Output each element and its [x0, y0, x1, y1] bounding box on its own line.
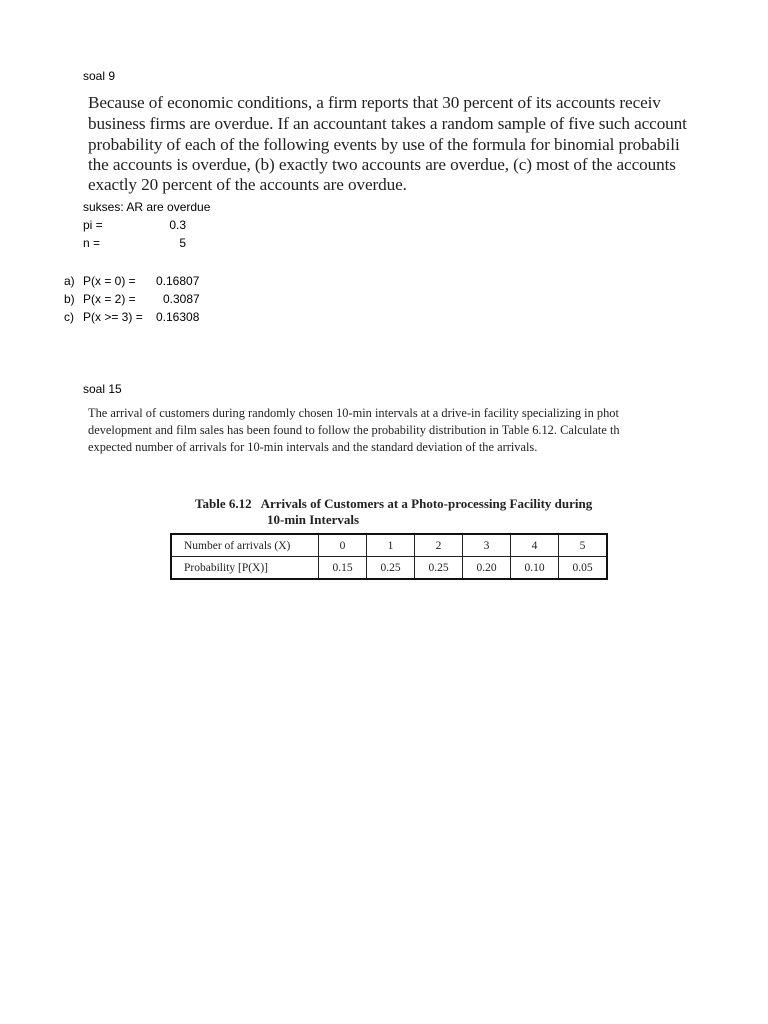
table-cell: 2 [415, 534, 463, 557]
param-pi-value: 0.3 [169, 218, 186, 232]
answer-b-marker: b) [64, 292, 75, 306]
table-row [171, 557, 607, 580]
answer-c-expr: P(x >= 3) = [83, 310, 143, 324]
answer-a-value: 0.16807 [156, 274, 200, 288]
soal9-problem-line-3: probability of each of the following events by use of the formula for binomial probabili [88, 135, 680, 154]
soal9-title: soal 9 [83, 69, 116, 83]
soal9-problem-line-4: the accounts is overdue, (b) exactly two accounts are overdue, (c) most of the accounts [88, 155, 676, 174]
soal9-problem-line-1: Because of economic conditions, a firm reports that 30 percent of its accounts receiv [88, 93, 661, 112]
table-cell: 0.25 [415, 557, 463, 580]
table-cell: 0 [319, 534, 367, 557]
table-cell: 0.25 [367, 557, 415, 580]
soal9-problem-line-2: business firms are overdue. If an accountant takes a random sample of five such account [88, 114, 687, 133]
table-cell: 5 [559, 534, 608, 557]
param-pi-label: pi = [83, 218, 103, 232]
arrivals-table [170, 533, 608, 580]
row-header-probability: Probability [P(X)] [171, 557, 319, 580]
soal15-title: soal 15 [83, 382, 122, 396]
table-cell: 0.05 [559, 557, 608, 580]
row-header-arrivals: Number of arrivals (X) [171, 534, 319, 557]
table-row [171, 534, 607, 557]
table-cell: 3 [463, 534, 511, 557]
answer-c-marker: c) [64, 310, 74, 324]
table-cell: 0.20 [463, 557, 511, 580]
answer-b-expr: P(x = 2) = [83, 292, 136, 306]
answer-a-expr: P(x = 0) = [83, 274, 136, 288]
answer-a-marker: a) [64, 274, 75, 288]
soal15-problem-line-3: expected number of arrivals for 10-min intervals and the standard deviation of the arrivals. [88, 440, 538, 454]
param-n-value: 5 [179, 236, 186, 250]
table-cell: 4 [511, 534, 559, 557]
answer-b-value: 0.3087 [163, 292, 200, 306]
table-caption-line-1: Table 6.12 Arrivals of Customers at a Photo-processing Facility during [195, 496, 593, 511]
soal9-problem-line-5: exactly 20 percent of the accounts are overdue. [88, 175, 407, 194]
soal15-problem-line-1: The arrival of customers during randomly chosen 10-min intervals at a drive-in facility specializing in phot [88, 406, 619, 420]
param-n-label: n = [83, 236, 101, 250]
table-caption-line-2: 10-min Intervals [267, 512, 360, 527]
answer-c-value: 0.16308 [156, 310, 200, 324]
success-label: sukses: AR are overdue [83, 200, 211, 214]
soal15-problem-line-2: development and film sales has been found to follow the probability distribution in Table 6.12. Calculate th [88, 423, 620, 437]
table-cell: 0.15 [319, 557, 367, 580]
table-cell: 1 [367, 534, 415, 557]
table-cell: 0.10 [511, 557, 559, 580]
